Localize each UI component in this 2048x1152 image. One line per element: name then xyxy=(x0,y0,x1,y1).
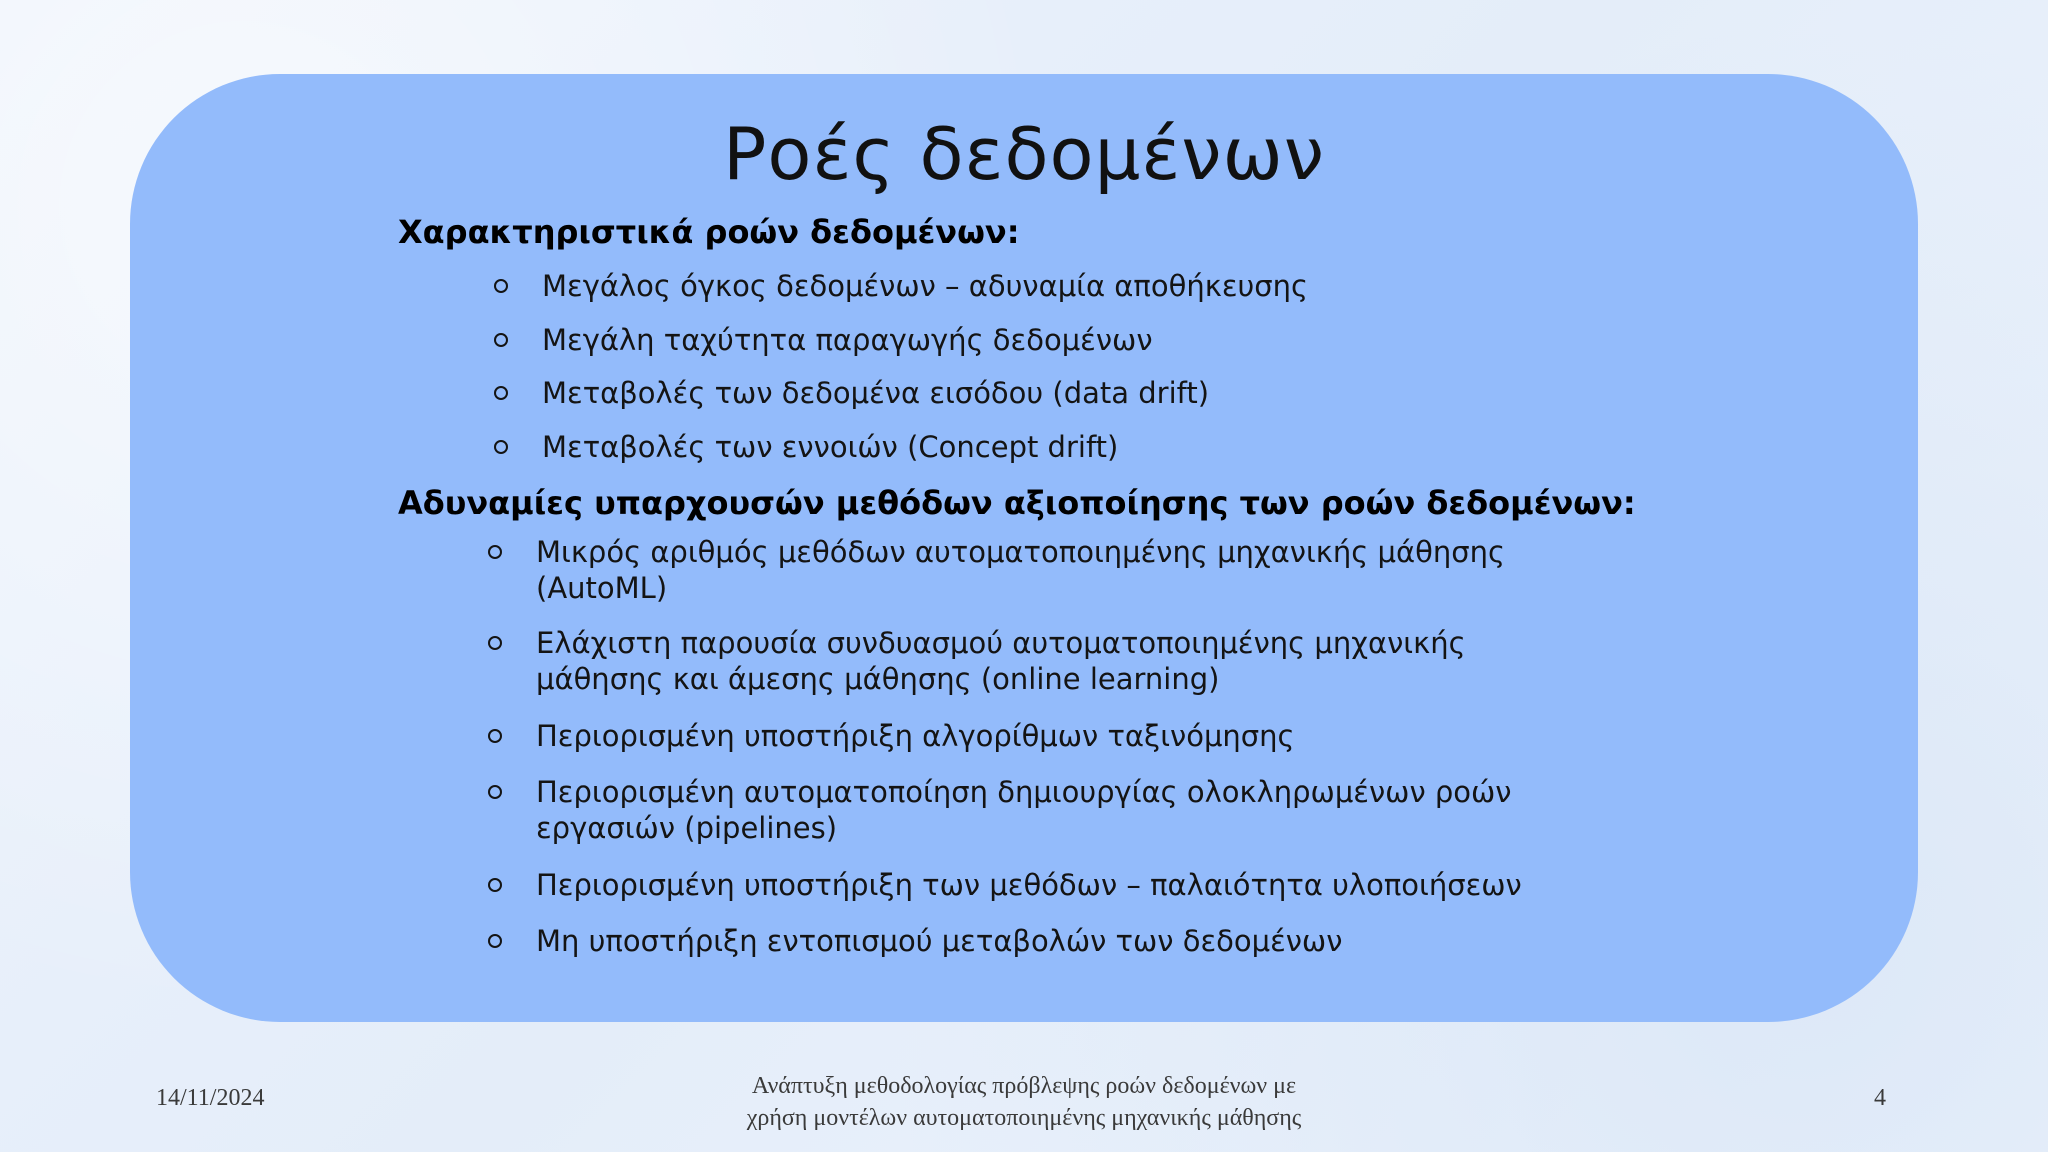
footer-title-line: Ανάπτυξη μεθοδολογίας πρόβλεψης ροών δεδομένων με xyxy=(751,1073,1297,1099)
circle-bullet-icon xyxy=(488,934,502,948)
list-item: Μεγάλος όγκος δεδομένων – αδυναμία αποθήκευσης xyxy=(494,268,1308,304)
footer-title xyxy=(524,1070,1524,1134)
list-item: Μεταβολές των εννοιών (Concept drift) xyxy=(494,429,1118,465)
page-number: 4 xyxy=(1874,1085,1886,1111)
list-item: Μεταβολές των δεδομένα εισόδου (data drift) xyxy=(494,375,1209,411)
section-heading-characteristics: Χαρακτηριστικά ροών δεδομένων: xyxy=(398,213,1020,251)
list-item xyxy=(488,867,1522,903)
section-heading-weaknesses: Αδυναμίες υπαρχουσών μεθόδων αξιοποίησης των ροών δεδομένων: xyxy=(398,484,1636,522)
list-item xyxy=(488,625,1466,697)
list-item-line: Περιορισμένη υποστήριξη των μεθόδων – παλαιότητα υλοποιήσεων xyxy=(536,868,1522,902)
circle-bullet-icon xyxy=(488,545,502,559)
circle-bullet-icon xyxy=(488,636,502,650)
footer-date: 14/11/2024 xyxy=(156,1085,265,1111)
list-item-line: Ελάχιστη παρουσία συνδυασμού αυτοματοποιημένης μηχανικής xyxy=(536,626,1466,660)
circle-bullet-icon xyxy=(488,878,502,892)
circle-bullet-icon xyxy=(494,440,508,454)
list-item-line: Περιορισμένη υποστήριξη αλγορίθμων ταξινόμησης xyxy=(536,719,1295,753)
list-item-line: (AutoML) xyxy=(536,571,668,605)
footer-title-line: χρήση μοντέλων αυτοματοποιημένης μηχανικής μάθησης xyxy=(746,1105,1302,1131)
list-item xyxy=(488,923,1342,959)
list-item-line: Περιορισμένη αυτοματοποίηση δημιουργίας ολοκληρωμένων ροών xyxy=(536,775,1512,809)
circle-bullet-icon xyxy=(494,333,508,347)
list-item: Μεγάλη ταχύτητα παραγωγής δεδομένων xyxy=(494,322,1153,358)
circle-bullet-icon xyxy=(488,729,502,743)
list-item xyxy=(488,718,1295,754)
circle-bullet-icon xyxy=(494,386,508,400)
list-item xyxy=(488,534,1505,606)
list-item-line: εργασιών (pipelines) xyxy=(536,811,838,845)
circle-bullet-icon xyxy=(494,279,508,293)
list-item-line: μάθησης και άμεσης μάθησης (online learning) xyxy=(536,662,1220,696)
slide-title: Ροές δεδομένων xyxy=(722,112,1326,196)
list-item-line: Μικρός αριθμός μεθόδων αυτοματοποιημένης μηχανικής μάθησης xyxy=(536,535,1505,569)
list-item xyxy=(488,774,1512,846)
list-item-line: Μη υποστήριξη εντοπισμού μεταβολών των δεδομένων xyxy=(536,924,1343,958)
circle-bullet-icon xyxy=(488,785,502,799)
